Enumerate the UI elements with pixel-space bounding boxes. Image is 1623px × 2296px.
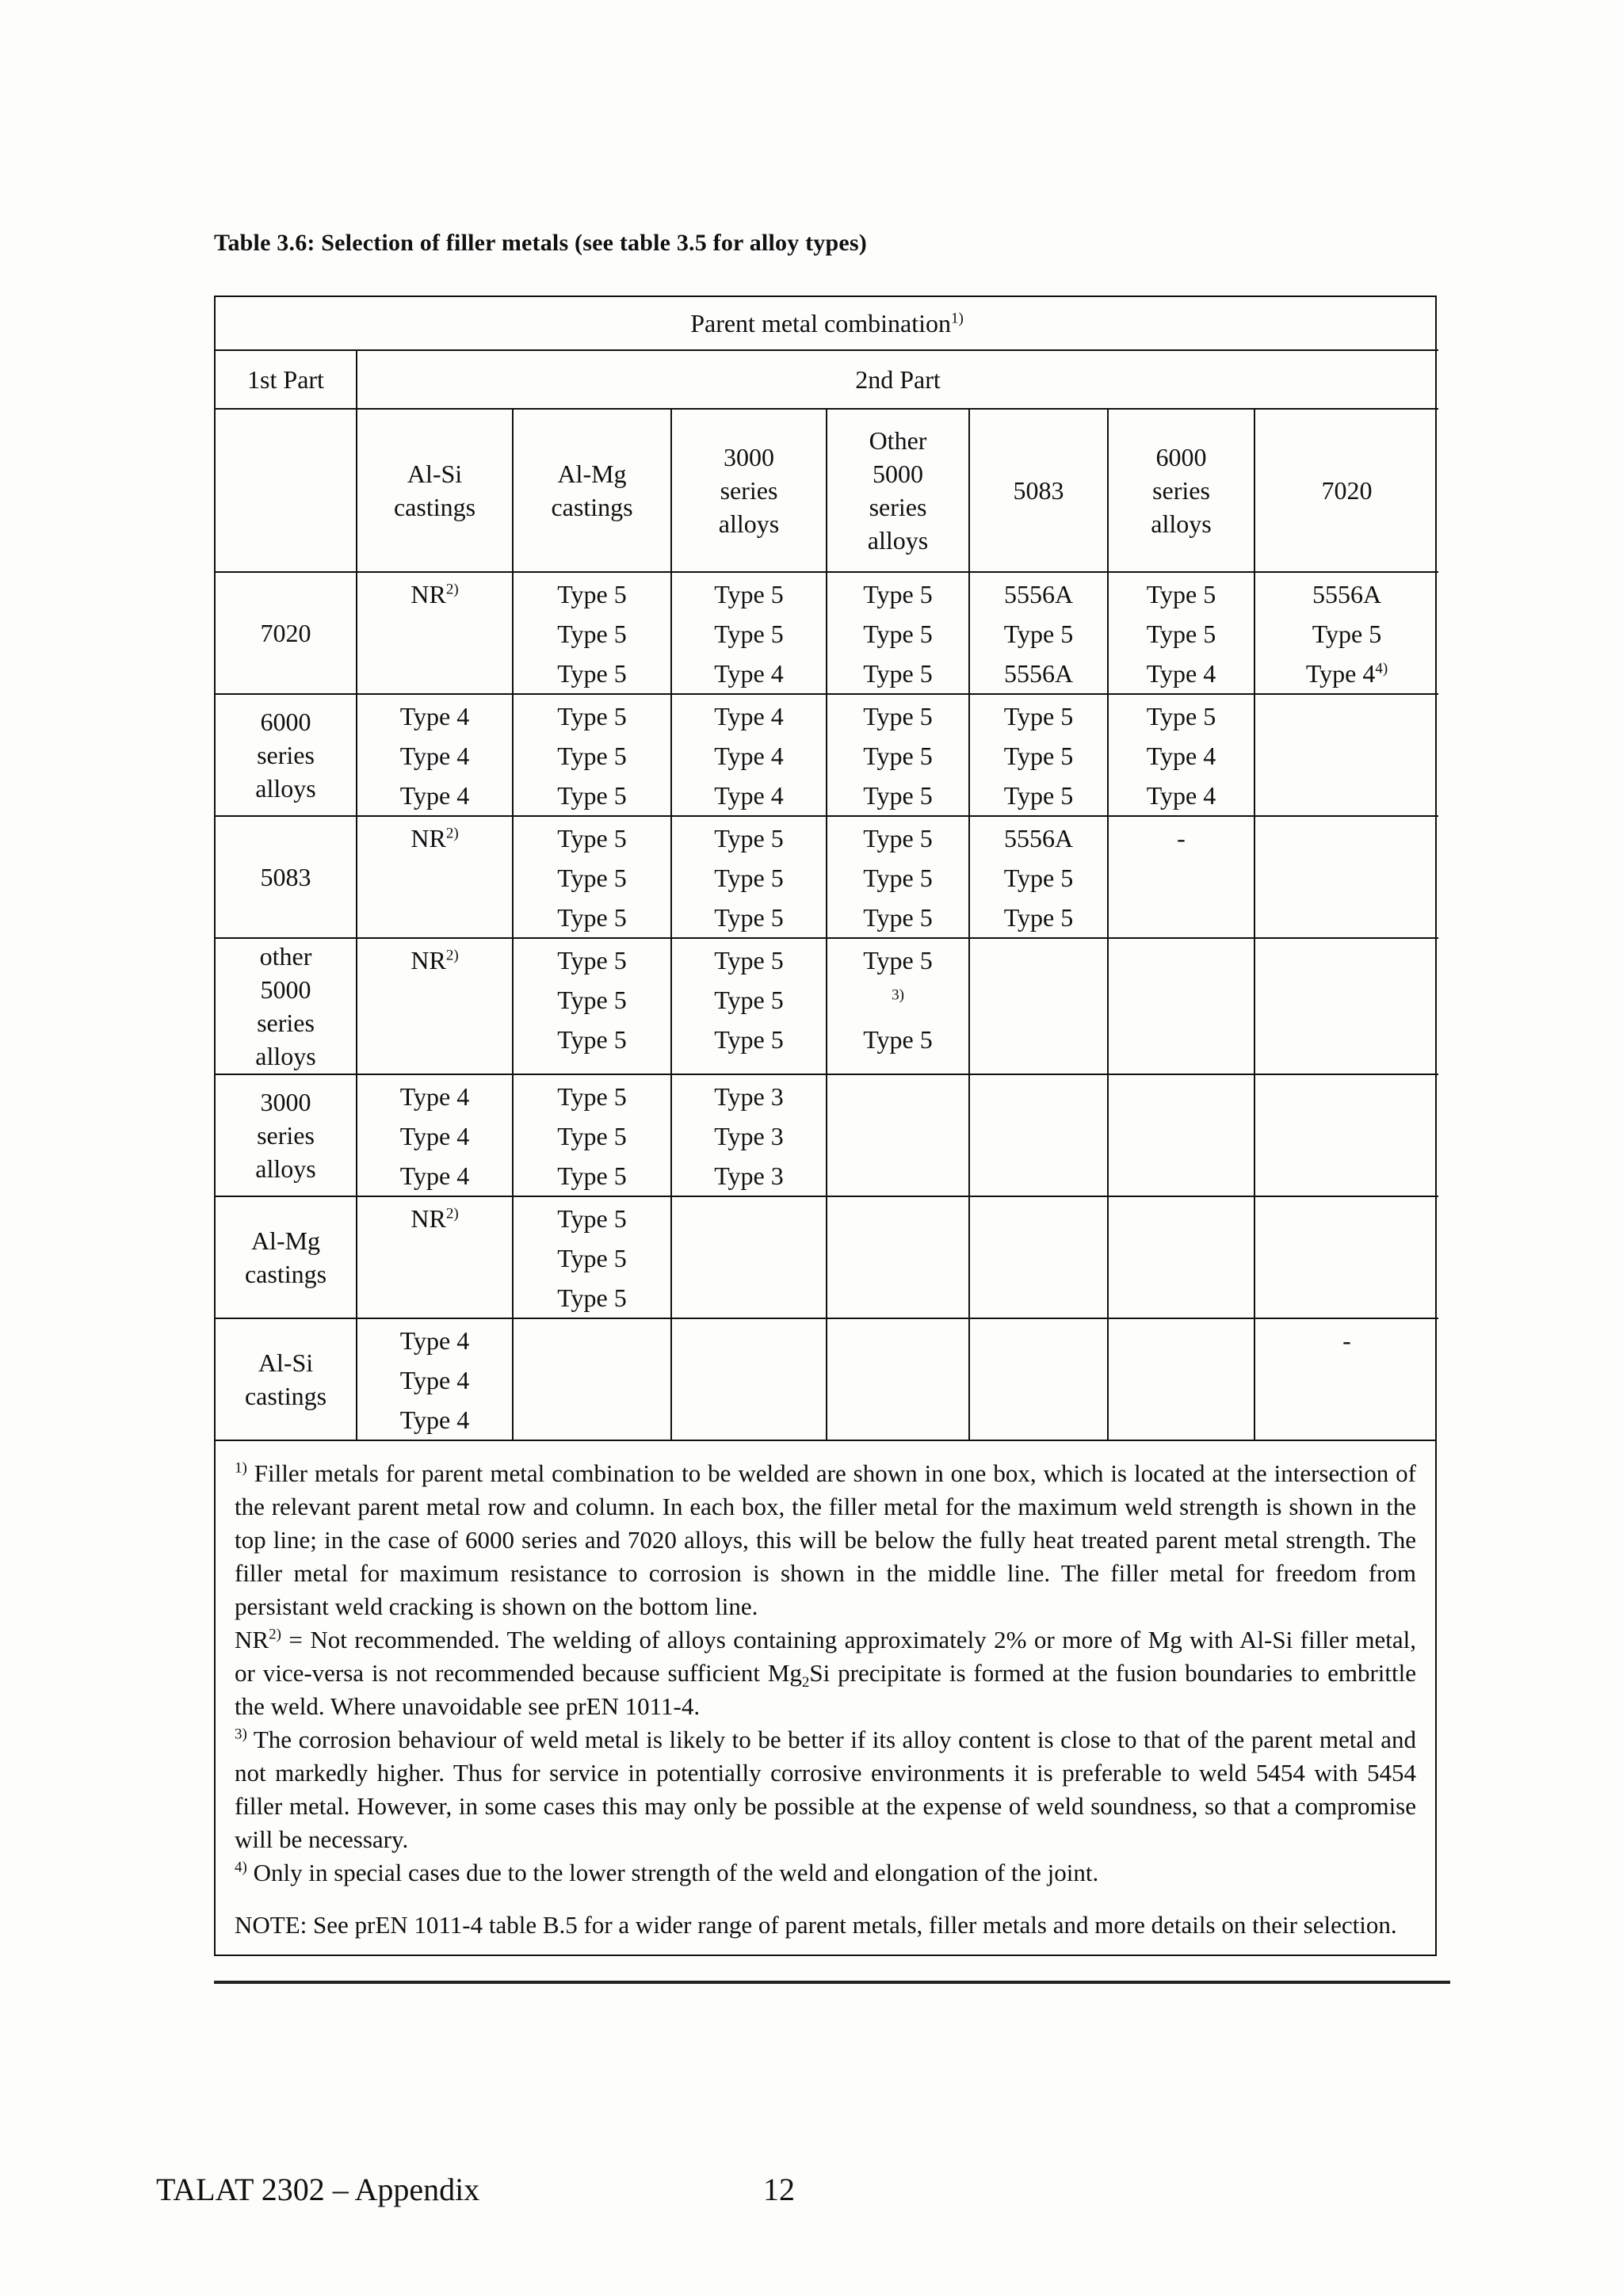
column-header-line: alloys — [1151, 509, 1212, 538]
table-caption: Table 3.6: Selection of filler metals (see table 3.5 for alloy types) — [214, 230, 867, 256]
filler-cell — [1108, 1196, 1254, 1318]
filler-value: Type 5 — [557, 702, 627, 730]
filler-cell — [969, 938, 1108, 1074]
row-label-line: 7020 — [260, 619, 311, 647]
filler-value: Type 5 — [557, 946, 627, 974]
filler-cell — [513, 938, 671, 1074]
row-label — [216, 1318, 357, 1440]
filler-metal-table — [214, 296, 1437, 1956]
row-label-line: series — [257, 1121, 315, 1150]
filler-value: NR — [411, 946, 446, 974]
filler-entry — [514, 1020, 670, 1059]
filler-entry — [357, 940, 512, 980]
filler-cell — [513, 572, 671, 694]
column-header-line: alloys — [718, 509, 780, 538]
filler-cell — [513, 816, 671, 938]
filler-cell — [827, 694, 969, 816]
filler-entry — [357, 818, 512, 858]
filler-entry — [970, 818, 1107, 858]
filler-value: Type 5 — [1146, 580, 1216, 608]
filler-value: Type 5 — [557, 620, 627, 648]
column-header-line: castings — [393, 493, 476, 521]
filler-cell — [969, 816, 1108, 938]
table-row — [216, 816, 1438, 938]
filler-value: - — [1342, 1326, 1351, 1355]
footnote-lead: NR — [235, 1626, 269, 1653]
parent-metal-header — [216, 297, 1438, 350]
row-label-line: castings — [244, 1260, 327, 1288]
page-number: 12 — [763, 2172, 795, 2207]
filler-entry — [357, 736, 512, 776]
filler-value: 5556A — [1003, 580, 1074, 608]
filler-cell — [969, 1318, 1108, 1440]
filler-entry — [357, 1116, 512, 1156]
filler-cell — [1254, 816, 1438, 938]
filler-entry — [970, 574, 1107, 614]
filler-cell — [357, 572, 513, 694]
filler-value: Type 5 — [557, 1122, 627, 1150]
filler-value: Type 4 — [1305, 659, 1376, 688]
filler-value: 5556A — [1312, 580, 1382, 608]
filler-entry — [514, 1077, 670, 1116]
filler-entry — [970, 776, 1107, 815]
footnote-mark: 1) — [950, 310, 964, 327]
filler-entry — [1255, 614, 1438, 654]
filler-value: Type 5 — [714, 824, 784, 852]
filler-value: Type 5 — [714, 986, 784, 1014]
filler-cell — [513, 1074, 671, 1196]
filler-value: Type 5 — [557, 1283, 627, 1312]
filler-entry — [357, 696, 512, 736]
filler-entry — [672, 1116, 826, 1156]
filler-value: Type 5 — [863, 659, 933, 688]
table-row — [216, 572, 1438, 694]
filler-cell — [671, 1074, 827, 1196]
filler-entry — [1255, 654, 1438, 693]
filler-entry — [514, 858, 670, 898]
footnotes — [216, 1440, 1435, 1955]
footnote-mark: 2) — [269, 1626, 281, 1643]
footnote-mark: 3) — [235, 1726, 247, 1743]
filler-value: Type 5 — [863, 1025, 933, 1054]
filler-value: Type 4 — [1146, 659, 1216, 688]
filler-entry — [514, 1199, 670, 1238]
filler-entry — [514, 980, 670, 1020]
column-header — [1254, 409, 1438, 572]
filler-value: Type 4 — [399, 1405, 470, 1434]
filler-value: Type 4 — [399, 1082, 470, 1111]
filler-entry — [827, 736, 968, 776]
row-label-line: Al-Si — [258, 1348, 314, 1377]
filler-entry — [827, 614, 968, 654]
filler-entry — [827, 574, 968, 614]
filler-cell — [1108, 938, 1254, 1074]
filler-entry — [357, 776, 512, 815]
filler-value: Type 5 — [1146, 620, 1216, 648]
filler-entry — [672, 696, 826, 736]
footnote-text: Si precipitate is formed at the fusion boundaries to embrittle the weld. Where unavoidable see prEN 1011-4. — [235, 1659, 1416, 1720]
filler-entry — [514, 776, 670, 815]
column-header — [1108, 409, 1254, 572]
filler-cell — [1254, 572, 1438, 694]
row-label-line: castings — [244, 1382, 327, 1410]
filler-value: Type 4 — [399, 702, 470, 730]
filler-entry — [514, 1238, 670, 1278]
footnote-text: Only in special cases due to the lower strength of the weld and elongation of the joint. — [253, 1859, 1099, 1886]
footnote-mark: 2) — [445, 825, 459, 842]
filler-entry — [514, 654, 670, 693]
filler-entry — [514, 898, 670, 937]
footnote-mark: 2) — [445, 947, 459, 964]
filler-value: Type 5 — [557, 903, 627, 932]
table-row — [216, 694, 1438, 816]
row-label — [216, 816, 357, 938]
filler-value: Type 5 — [1003, 903, 1074, 932]
row-label-line: 6000 — [260, 707, 311, 736]
row-label-line: 5000 — [260, 975, 311, 1004]
table-row — [216, 1318, 1438, 1440]
filler-cell — [1108, 816, 1254, 938]
second-part-header: 2nd Part — [357, 350, 1438, 409]
filler-cell — [1254, 1318, 1438, 1440]
column-header-line: castings — [551, 493, 633, 521]
filler-value: Type 5 — [557, 1244, 627, 1272]
filler-entry — [827, 980, 968, 1020]
filler-entry — [357, 1321, 512, 1360]
filler-entry — [1109, 696, 1254, 736]
filler-entry — [672, 818, 826, 858]
row-label — [216, 572, 357, 694]
filler-entry — [970, 696, 1107, 736]
filler-value: Type 4 — [714, 702, 784, 730]
column-header-line: series — [1152, 476, 1210, 505]
filler-entry — [1109, 574, 1254, 614]
filler-cell — [671, 816, 827, 938]
filler-entry — [357, 1360, 512, 1400]
filler-value: Type 5 — [557, 864, 627, 892]
filler-value: NR — [411, 1204, 446, 1233]
filler-value: Type 5 — [557, 659, 627, 688]
filler-entry — [1255, 574, 1438, 614]
filler-cell — [969, 1074, 1108, 1196]
footnote-text: = Not recommended. The welding of alloys containing approximately 2% or more of Mg with Al-Si filler metal, or vice-versa is not recommended because sufficient Mg — [235, 1626, 1416, 1687]
column-header-line: series — [720, 476, 778, 505]
filler-entry — [672, 858, 826, 898]
filler-value: Type 5 — [557, 1082, 627, 1111]
footer-rule — [214, 1981, 1450, 1984]
filler-cell — [969, 572, 1108, 694]
filler-entry — [827, 776, 968, 815]
filler-entry — [672, 1077, 826, 1116]
filler-cell — [357, 816, 513, 938]
filler-entry — [514, 574, 670, 614]
filler-value: Type 4 — [399, 1326, 470, 1355]
column-header-line: 5083 — [1013, 476, 1064, 505]
filler-cell — [671, 1196, 827, 1318]
filler-entry — [514, 696, 670, 736]
filler-cell — [671, 572, 827, 694]
filler-cell — [827, 1196, 969, 1318]
filler-entry — [514, 1156, 670, 1196]
filler-cell — [1254, 938, 1438, 1074]
filler-cell — [1108, 1318, 1254, 1440]
filler-value: Type 5 — [714, 903, 784, 932]
column-header-line: 7020 — [1321, 476, 1373, 505]
row-label — [216, 694, 357, 816]
filler-cell — [1108, 694, 1254, 816]
filler-entry — [827, 818, 968, 858]
filler-entry — [1109, 736, 1254, 776]
filler-value: Type 5 — [863, 903, 933, 932]
filler-value: Type 5 — [1003, 702, 1074, 730]
filler-cell — [827, 572, 969, 694]
filler-value: Type 3 — [714, 1082, 784, 1111]
column-header — [513, 409, 671, 572]
filler-entry — [827, 940, 968, 980]
column-header-line: 6000 — [1155, 443, 1207, 471]
column-header — [671, 409, 827, 572]
filler-entry — [827, 696, 968, 736]
row-label-line: Al-Mg — [250, 1226, 321, 1255]
column-header-line: 5000 — [873, 460, 923, 488]
filler-value: Type 5 — [714, 1025, 784, 1054]
filler-value: Type 5 — [863, 702, 933, 730]
filler-value: Type 4 — [714, 781, 784, 810]
column-header-line: Al-Si — [407, 460, 463, 488]
filler-entry — [970, 858, 1107, 898]
footnote-text: The corrosion behaviour of weld metal is likely to be better if its alloy content is close to that of the parent metal and not markedly higher. Thus for service in potentially corrosive environments it is preferable to weld 5454 with 5454 filler metal. However, in some cases this may only be possible at the expense of weld soundness, so that a compromise will be necessary. — [235, 1726, 1416, 1853]
filler-entry — [672, 736, 826, 776]
column-header-line: 3000 — [724, 443, 774, 471]
filler-cell — [357, 1074, 513, 1196]
filler-cell — [827, 816, 969, 938]
filler-value: Type 5 — [557, 742, 627, 770]
filler-entry — [514, 818, 670, 858]
filler-value: Type 5 — [1003, 781, 1074, 810]
filler-entry — [357, 1400, 512, 1440]
filler-value: Type 5 — [863, 781, 933, 810]
filler-entry — [970, 736, 1107, 776]
filler-entry — [827, 654, 968, 693]
selection-table — [216, 297, 1438, 1440]
table-row — [216, 1196, 1438, 1318]
filler-entry — [1109, 776, 1254, 815]
filler-value: Type 4 — [399, 1122, 470, 1150]
filler-value: Type 4 — [714, 659, 784, 688]
filler-cell — [671, 938, 827, 1074]
filler-entry — [672, 980, 826, 1020]
footnote-2 — [235, 1623, 1416, 1723]
filler-entry — [1109, 818, 1254, 858]
filler-entry — [672, 614, 826, 654]
filler-entry — [1109, 614, 1254, 654]
column-header — [969, 409, 1108, 572]
filler-value: Type 4 — [714, 742, 784, 770]
footnote-mark: 4) — [1375, 660, 1388, 677]
filler-value: NR — [411, 824, 446, 852]
filler-entry — [672, 776, 826, 815]
filler-entry — [970, 614, 1107, 654]
filler-entry — [672, 574, 826, 614]
column-header-line: Other — [869, 426, 927, 455]
filler-cell — [357, 694, 513, 816]
filler-entry — [1109, 654, 1254, 693]
filler-entry — [827, 1020, 968, 1059]
row-label-line: alloys — [255, 774, 316, 803]
filler-value: Type 3 — [714, 1122, 784, 1150]
filler-entry — [357, 1077, 512, 1116]
filler-cell — [513, 1318, 671, 1440]
row-label — [216, 1196, 357, 1318]
column-header — [827, 409, 969, 572]
row-label-line: 3000 — [260, 1088, 311, 1116]
filler-value: Type 5 — [1003, 864, 1074, 892]
filler-value: Type 5 — [863, 580, 933, 608]
corner-cell — [216, 409, 357, 572]
filler-value: Type 5 — [714, 864, 784, 892]
column-header-line: series — [869, 493, 927, 521]
footnote-3 — [235, 1723, 1416, 1856]
footnote-mark: 2) — [445, 581, 459, 598]
filler-value: Type 5 — [714, 620, 784, 648]
filler-entry — [357, 1156, 512, 1196]
table-row — [216, 1074, 1438, 1196]
filler-value: Type 5 — [557, 580, 627, 608]
footnote-mark: 4) — [235, 1859, 247, 1876]
filler-cell — [357, 938, 513, 1074]
filler-cell — [357, 1196, 513, 1318]
filler-value: 5556A — [1003, 659, 1074, 688]
filler-value: Type 5 — [714, 580, 784, 608]
filler-cell — [1254, 1074, 1438, 1196]
filler-value: Type 5 — [557, 824, 627, 852]
filler-value: Type 4 — [399, 1366, 470, 1394]
filler-entry — [514, 940, 670, 980]
filler-value: Type 5 — [863, 946, 933, 974]
subscript: 2 — [801, 1674, 810, 1691]
filler-cell — [1108, 572, 1254, 694]
filler-value: Type 5 — [557, 1025, 627, 1054]
filler-value: Type 5 — [1312, 620, 1382, 648]
filler-cell — [671, 1318, 827, 1440]
filler-entry — [357, 574, 512, 614]
table-note: NOTE: See prEN 1011-4 table B.5 for a wider range of parent metals, filler metals and more details on their selection. — [235, 1911, 1397, 1939]
filler-cell — [513, 1196, 671, 1318]
filler-entry — [672, 654, 826, 693]
filler-value: 5556A — [1003, 824, 1074, 852]
filler-cell — [969, 1196, 1108, 1318]
filler-entry — [514, 736, 670, 776]
filler-entry — [1255, 1321, 1438, 1360]
first-part-header: 1st Part — [216, 350, 357, 409]
footer-document-title: TALAT 2302 – Appendix — [156, 2172, 480, 2207]
filler-entry — [672, 1156, 826, 1196]
filler-entry — [970, 654, 1107, 693]
filler-entry — [514, 1116, 670, 1156]
filler-value: Type 5 — [1146, 702, 1216, 730]
filler-cell — [1108, 1074, 1254, 1196]
column-header — [357, 409, 513, 572]
filler-cell — [671, 694, 827, 816]
filler-cell — [827, 1318, 969, 1440]
filler-value: Type 5 — [557, 1161, 627, 1190]
filler-value: Type 5 — [863, 824, 933, 852]
parent-metal-header-text: Parent metal combination — [690, 309, 951, 338]
filler-value: Type 5 — [1003, 742, 1074, 770]
filler-value: Type 4 — [399, 1161, 470, 1190]
filler-entry — [672, 898, 826, 937]
filler-entry — [672, 1020, 826, 1059]
row-label-line: other — [259, 942, 312, 971]
footnote-mark: 3) — [892, 986, 904, 1004]
table-row — [216, 938, 1438, 1074]
row-label-line: alloys — [255, 1154, 316, 1183]
filler-entry — [970, 898, 1107, 937]
footnote-text: Filler metals for parent metal combination to be welded are shown in one box, which is located at the intersection of the relevant parent metal row and column. In each box, the filler metal for the maximum weld strength is shown in the top line; in the case of 6000 series and 7020 alloys, this will be below the fully heat treated parent metal strength. The filler metal for maximum resistance to corrosion is shown in the middle line. The filler metal for freedom from persistant weld cracking is shown on the bottom line. — [235, 1459, 1416, 1620]
filler-cell — [827, 1074, 969, 1196]
footnote-1 — [235, 1457, 1416, 1623]
row-label — [216, 938, 357, 1074]
filler-value: Type 4 — [399, 742, 470, 770]
filler-value: Type 4 — [1146, 742, 1216, 770]
filler-cell — [513, 694, 671, 816]
row-label-line: series — [257, 1009, 315, 1037]
filler-value: NR — [411, 580, 446, 608]
filler-value: Type 5 — [863, 742, 933, 770]
row-label-line: alloys — [255, 1042, 316, 1070]
row-label — [216, 1074, 357, 1196]
filler-entry — [827, 898, 968, 937]
filler-value: Type 5 — [557, 781, 627, 810]
filler-entry — [827, 858, 968, 898]
filler-entry — [357, 1199, 512, 1238]
column-header-line: alloys — [867, 526, 929, 555]
filler-cell — [969, 694, 1108, 816]
filler-cell — [357, 1318, 513, 1440]
filler-value: Type 4 — [1146, 781, 1216, 810]
filler-value: Type 5 — [714, 946, 784, 974]
row-label-line: series — [257, 741, 315, 769]
filler-value: Type 5 — [557, 1204, 627, 1233]
filler-entry — [672, 940, 826, 980]
filler-value: Type 3 — [714, 1161, 784, 1190]
filler-cell — [827, 938, 969, 1074]
filler-entry — [514, 614, 670, 654]
filler-value: Type 5 — [557, 986, 627, 1014]
footnote-mark: 1) — [235, 1459, 247, 1477]
filler-value: - — [1177, 824, 1186, 852]
filler-value: Type 5 — [1003, 620, 1074, 648]
footnote-mark: 2) — [445, 1205, 459, 1222]
filler-value: Type 4 — [399, 781, 470, 810]
footnote-4 — [235, 1856, 1416, 1890]
filler-value: Type 5 — [863, 864, 933, 892]
filler-value: Type 5 — [863, 620, 933, 648]
filler-cell — [1254, 1196, 1438, 1318]
filler-cell — [1254, 694, 1438, 816]
column-header-line: Al-Mg — [557, 460, 627, 488]
filler-entry — [514, 1278, 670, 1318]
column-header-row — [216, 409, 1438, 572]
row-label-line: 5083 — [260, 863, 311, 891]
